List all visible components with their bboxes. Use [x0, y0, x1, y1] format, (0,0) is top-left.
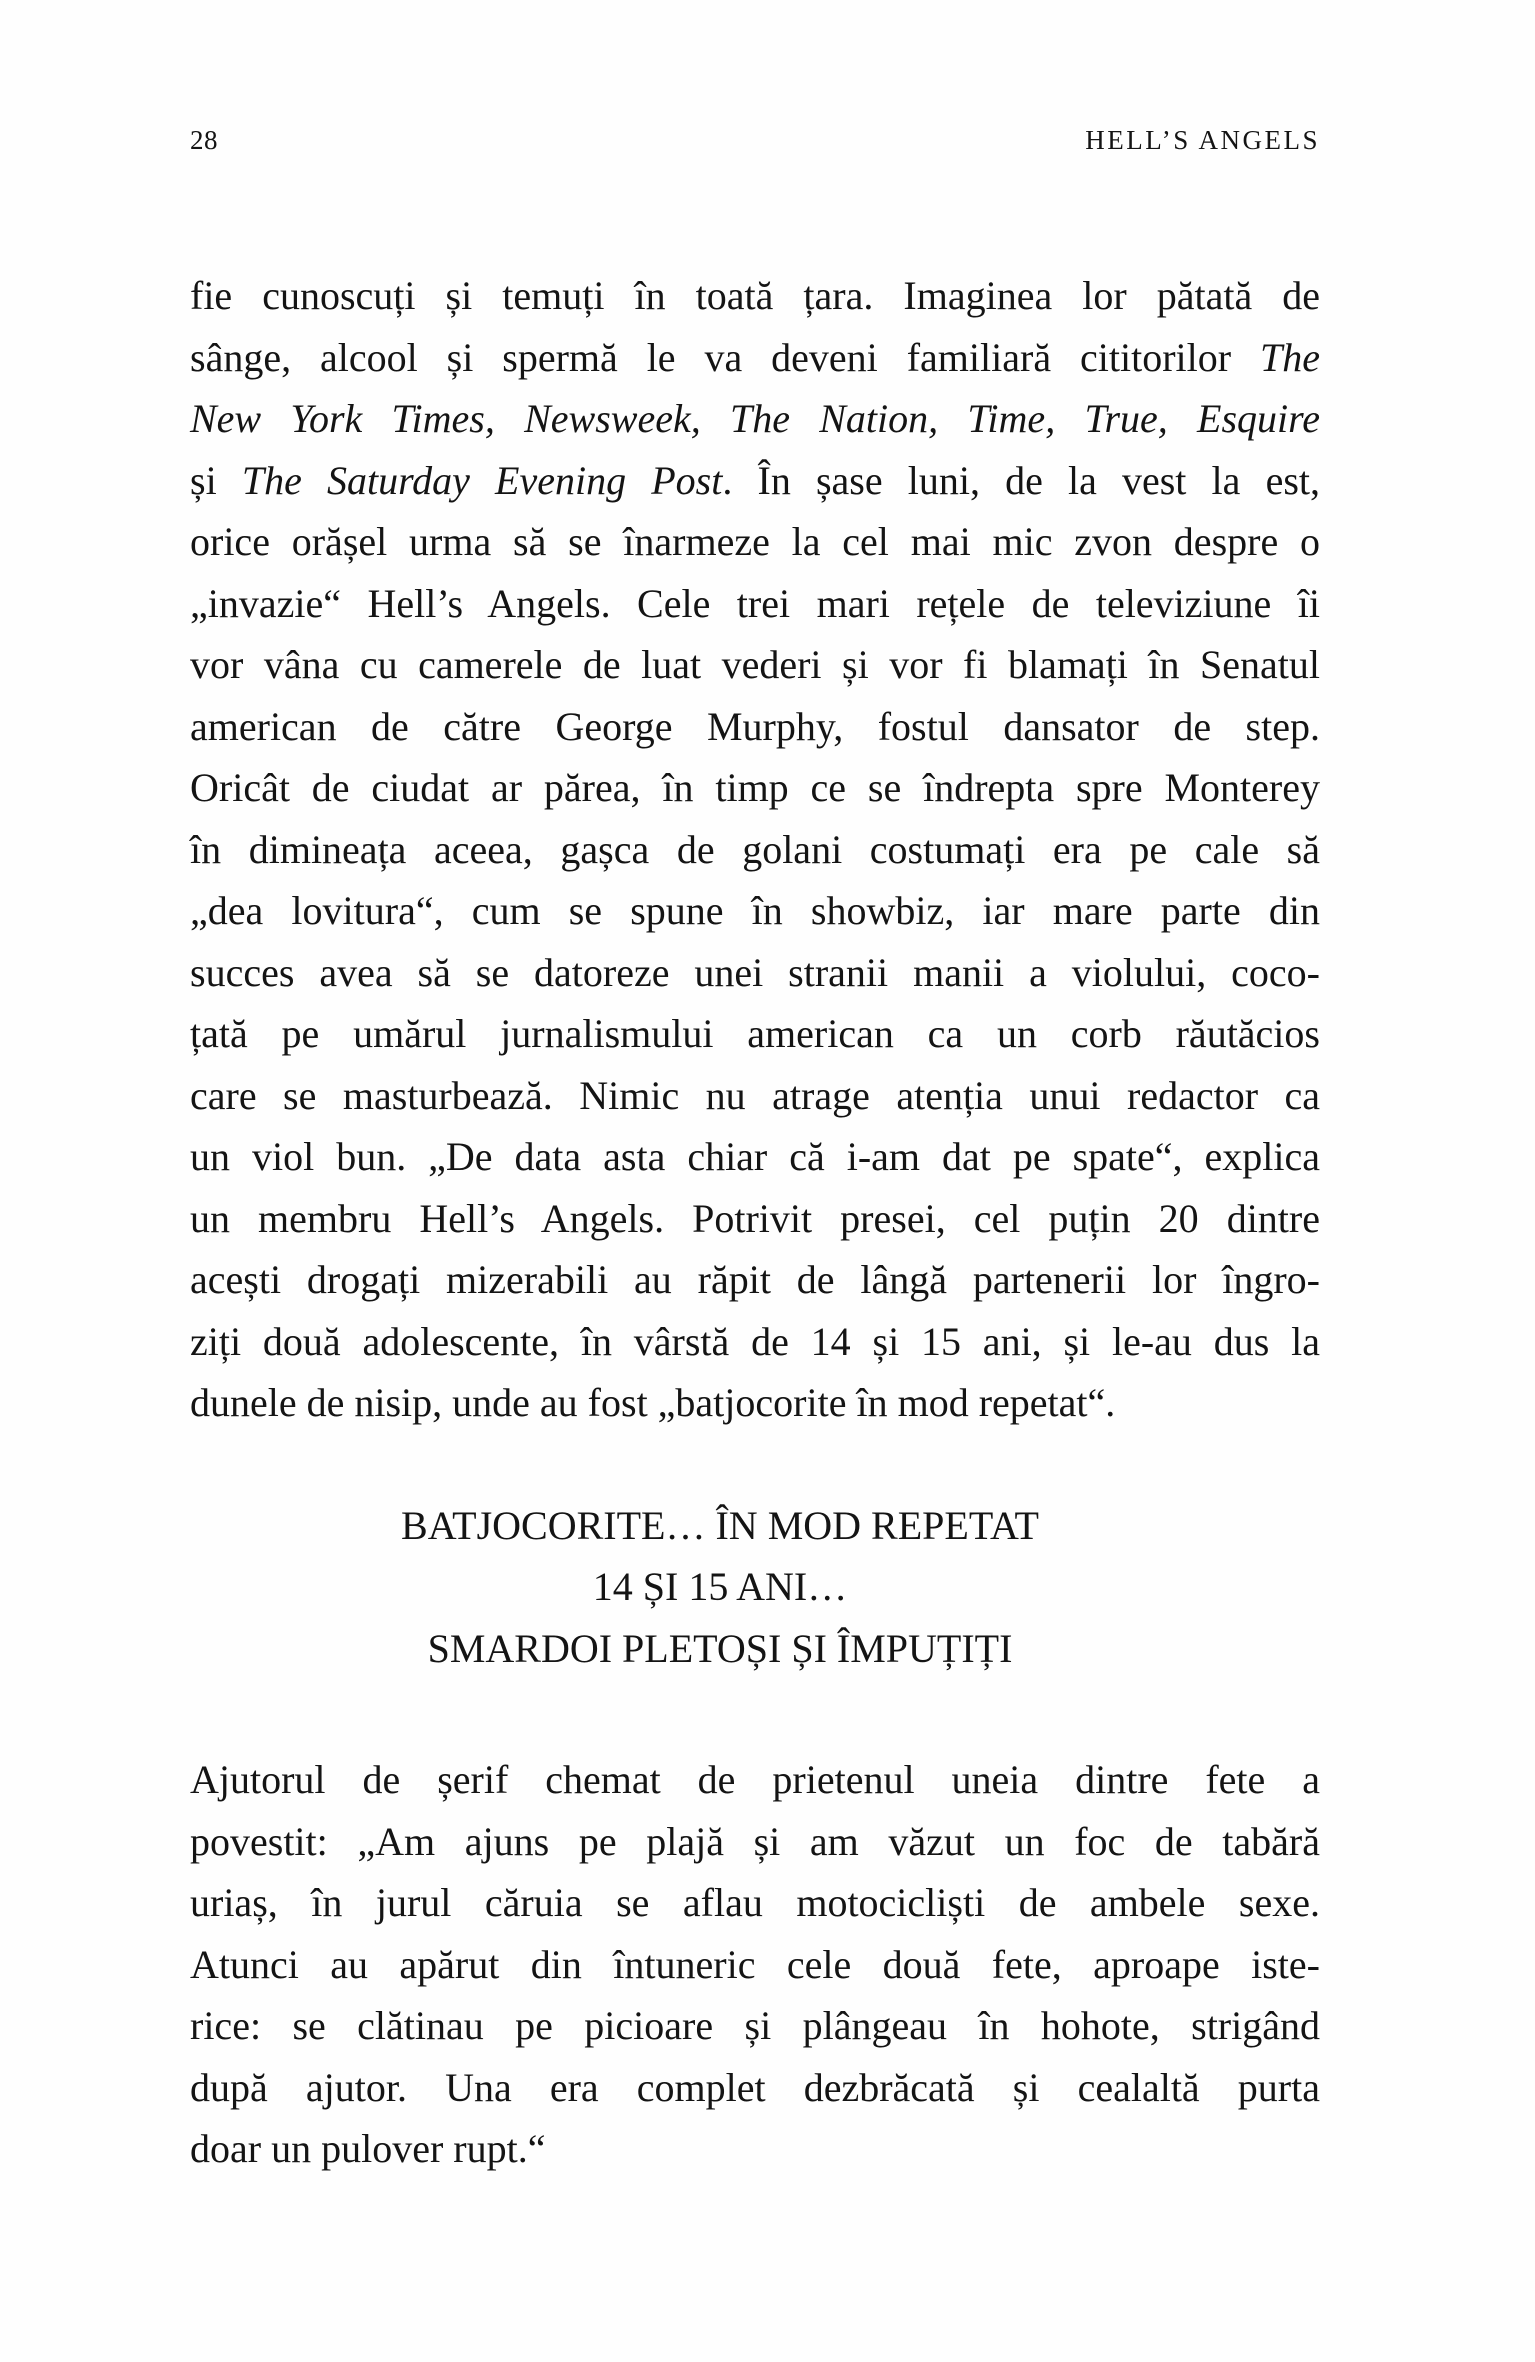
text-line: doar un pulover rupt.“	[190, 2126, 546, 2171]
paragraph-2	[190, 1749, 1320, 2180]
text-line: un membru Hell’s Angels. Potrivit presei, cel puțin 20 dintre	[190, 1195, 1320, 1241]
text-line: orice orășel urma să se înarmeze la cel mai mic zvon despre o	[190, 519, 1320, 564]
text-run-italic: The	[1260, 334, 1320, 380]
text-line	[190, 388, 1320, 450]
text-line: vor vâna cu camerele de luat vederi și vor fi blamați în Senatul	[190, 642, 1320, 687]
text-line: uriaș, în jurul căruia se aflau motocicliști de ambele sexe.	[190, 1880, 1320, 1925]
text-line: după ajutor. Una era complet dezbrăcată și cealaltă purta	[190, 2064, 1320, 2110]
text-run: sânge, alcool și spermă le va deveni familiară cititorilor	[190, 334, 1260, 380]
text-line: dunele de nisip, unde au fost „batjocorite în mod repetat“.	[190, 1380, 1116, 1425]
text-run-italic: The Saturday Evening Post	[241, 457, 723, 503]
headline-line: SMARDOI PLETOȘI ȘI ÎMPUȚIȚI	[427, 1625, 1013, 1671]
text-line: care se masturbează. Nimic nu atrage atenția unui redactor ca	[190, 1072, 1320, 1118]
page-number: 28	[190, 125, 218, 155]
text-line: rice: se clătinau pe picioare și plângeau în hohote, strigând	[190, 2003, 1320, 2048]
text-line: Oricât de ciudat ar părea, în timp ce se îndrepta spre Monterey	[190, 765, 1320, 810]
running-title: HELL’S ANGELS	[1085, 125, 1320, 155]
headline-quote-block	[190, 1495, 1320, 1680]
text-line: Ajutorul de șerif chemat de prietenul uneia dintre fete a	[190, 1757, 1320, 1802]
text-line: succes avea să se datoreze unei stranii manii a violului, coco-	[190, 949, 1320, 995]
text-line: în dimineața aceea, gașca de golani costumați era pe cale să	[190, 826, 1320, 872]
text-run: . În șase luni, de la vest la est,	[722, 457, 1320, 503]
headline-line: 14 ȘI 15 ANI…	[592, 1564, 848, 1609]
text-line: un viol bun. „De data asta chiar că i-am dat pe spate“, explica	[190, 1134, 1320, 1179]
text-run-italic: New York Times, Newsweek, The Nation, Time, True, Esquire	[190, 396, 1320, 441]
text-line: ziți două adolescente, în vârstă de 14 și 15 ani, și le-au dus la	[190, 1318, 1320, 1364]
text-line: acești drogați mizerabili au răpit de lângă partenerii lor îngro-	[190, 1257, 1320, 1302]
text-line: țată pe umărul jurnalismului american ca un corb răutăcios	[190, 1011, 1320, 1056]
text-line	[190, 450, 1320, 512]
text-line: american de către George Murphy, fostul dansator de step.	[190, 703, 1320, 749]
text-line: „invazie“ Hell’s Angels. Cele trei mari rețele de televiziune îi	[190, 580, 1320, 626]
text-line: „dea lovitura“, cum se spune în showbiz, iar mare parte din	[190, 888, 1320, 933]
text-line	[190, 327, 1320, 389]
text-line: povestit: „Am ajuns pe plajă și am văzut un foc de tabără	[190, 1818, 1320, 1864]
text-line: fie cunoscuți și temuți în toată țara. Imaginea lor pătată de	[190, 273, 1320, 318]
text-run: și	[190, 457, 242, 503]
text-line: Atunci au apărut din întuneric cele două fete, aproape iste-	[190, 1941, 1320, 1987]
headline-line: BATJOCORITE… ÎN MOD REPETAT	[401, 1502, 1039, 1548]
paragraph-1	[190, 265, 1320, 1434]
running-head	[190, 124, 1320, 156]
